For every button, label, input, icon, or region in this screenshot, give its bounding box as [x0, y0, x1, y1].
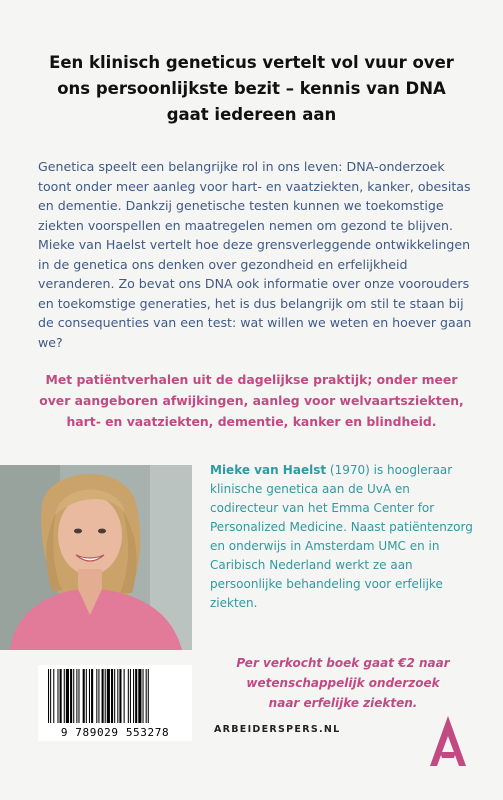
headline-line: gaat iedereen aan	[166, 105, 337, 124]
cover-headline	[30, 50, 473, 128]
isbn-barcode	[38, 665, 192, 741]
blurb	[38, 157, 478, 352]
publisher-url[interactable]: ARBEIDERSPERS.NL	[214, 724, 341, 735]
donation-line: naar erfelijke ziekten.	[268, 696, 418, 710]
isbn-number: 9 789029 553278	[60, 726, 170, 739]
highlight-line: hart- en vaatziekten, dementie, kanker en blindheid.	[66, 414, 437, 429]
publisher-logo-icon	[426, 712, 470, 770]
author-bio	[210, 461, 480, 613]
donation-note	[212, 653, 474, 713]
highlight-line: Met patiëntverhalen uit de dagelijkse praktijk; onder meer	[45, 372, 458, 387]
headline-line: Een klinisch geneticus vertelt vol vuur over	[49, 53, 454, 72]
blurb-paragraph: Mieke van Haelst vertelt hoe deze grensverleggende ontwikkelingen in de genetica ons denken over gezondheid en erfelijkheid veranderen. Zo bevat ons DNA ook informatie over onze voorouders en toekomstige generaties, het is dus belangrijk om stil te staan bij de consequenties van een test: wat willen we weten en hoever gaan we?	[38, 237, 472, 350]
barcode-bars	[38, 665, 192, 725]
donation-line: wetenschappelijk onderzoek	[246, 676, 440, 690]
highlight-line: over aangeboren afwijkingen, aanleg voor welvaartsziekten,	[39, 393, 464, 408]
highlight-statement	[30, 369, 473, 432]
blurb-paragraph: Genetica speelt een belangrijke rol in ons leven: DNA-onderzoek toont onder meer aanleg voor hart- en vaatziekten, kanker, obesitas en dementie. Dankzij genetische testen kunnen we toekomstige ziekten voorspellen en maatregelen nemen om gezond te blijven.	[38, 159, 471, 233]
donation-line: Per verkocht boek gaat €2 naar	[236, 656, 450, 670]
author-name: Mieke van Haelst	[210, 463, 327, 477]
author-photo	[0, 465, 192, 650]
author-bio-text: (1970) is hoogleraar klinische genetica aan de UvA en codirecteur van het Emma Center for Personalized Medicine. Naast patiëntenzorg en onderwijs in Amsterdam UMC en in Caribisch Nederland werkt ze aan persoonlijke behandeling voor erfelijke ziekten.	[210, 463, 473, 610]
headline-line: ons persoonlijkste bezit – kennis van DNA	[57, 79, 446, 98]
